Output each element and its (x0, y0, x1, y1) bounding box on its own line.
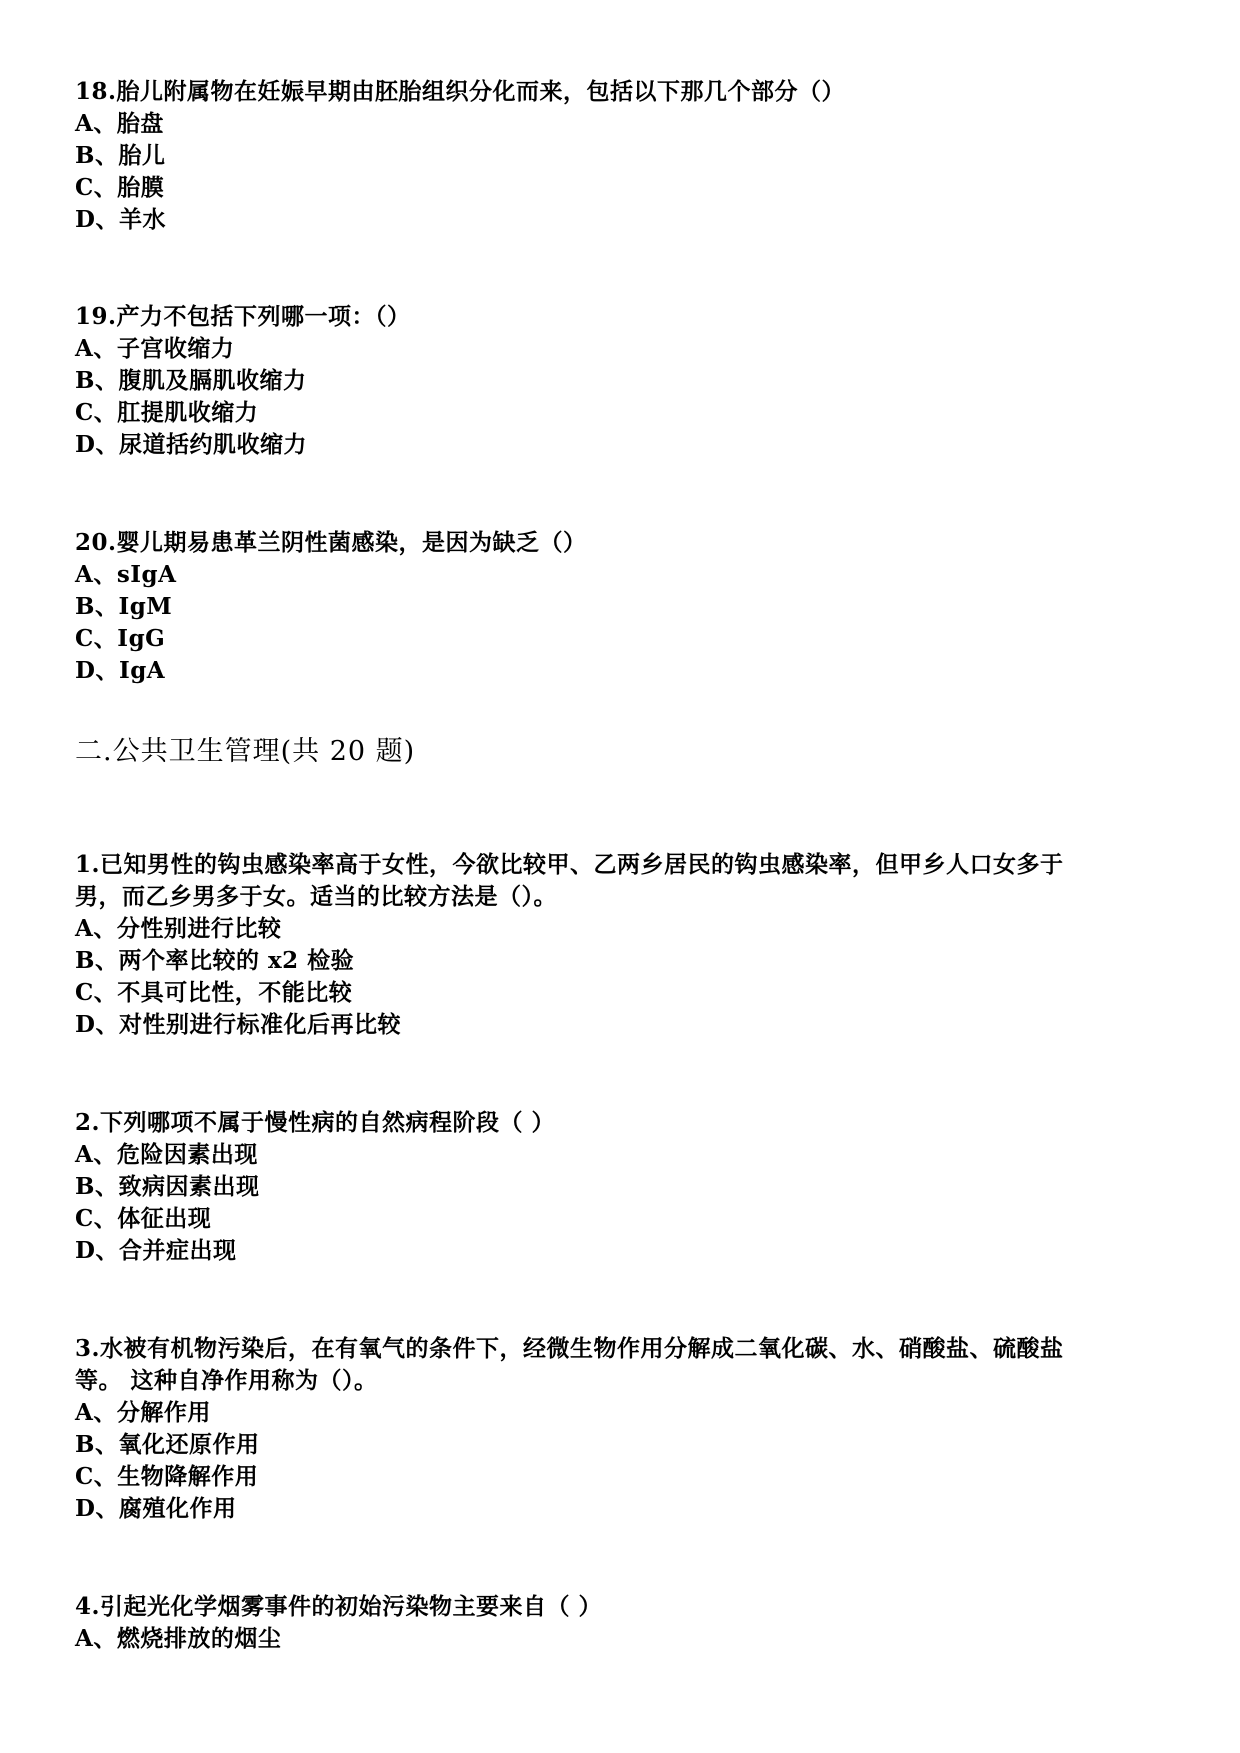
s2-question-1-option-c: C、不具可比性，不能比较 (75, 979, 353, 1006)
s2-question-1-option-b: B、两个率比较的 x2 检验 (75, 947, 355, 974)
section-2-title: 二.公共卫生管理(共 20 题) (75, 736, 416, 767)
question-19-stem: 19.产力不包括下列哪一项：（） (75, 303, 411, 330)
question-19-option-b: B、腹肌及膈肌收缩力 (75, 367, 307, 394)
s2-question-3-option-d: D、腐殖化作用 (75, 1495, 237, 1522)
s2-question-3-stem-line-1: 3.水被有机物污染后，在有氧气的条件下，经微生物作用分解成二氧化碳、水、硝酸盐、硫酸盐 (75, 1335, 1064, 1362)
s2-question-1-option-a: A、分性别进行比较 (75, 915, 282, 942)
s2-question-1-stem-line-1: 1.已知男性的钩虫感染率高于女性，今欲比较甲、乙两乡居民的钩虫感染率，但甲乡人口女多于 (75, 851, 1064, 878)
s2-question-4-stem: 4.引起光化学烟雾事件的初始污染物主要来自（ ） (75, 1593, 603, 1620)
question-19-option-d: D、尿道括约肌收缩力 (75, 431, 307, 458)
s2-question-1-stem-line-2: 男，而乙乡男多于女。适当的比较方法是（）。 (75, 883, 557, 910)
s2-question-2-option-a: A、危险因素出现 (75, 1141, 258, 1168)
s2-question-2-option-b: B、致病因素出现 (75, 1173, 260, 1200)
s2-question-3-option-a: A、分解作用 (75, 1399, 211, 1426)
s2-question-3-option-c: C、生物降解作用 (75, 1463, 259, 1490)
question-20-option-d: D、IgA (75, 657, 166, 684)
s2-question-1-option-d: D、对性别进行标准化后再比较 (75, 1011, 401, 1038)
question-19-option-a: A、子宫收缩力 (75, 335, 235, 362)
question-20-stem: 20.婴儿期易患革兰阴性菌感染，是因为缺乏（） (75, 529, 587, 556)
question-20-option-b: B、IgM (75, 593, 173, 620)
question-20-option-c: C、IgG (75, 625, 166, 652)
question-19-option-c: C、肛提肌收缩力 (75, 399, 259, 426)
s2-question-3-option-b: B、氧化还原作用 (75, 1431, 260, 1458)
question-18-option-b: B、胎儿 (75, 142, 166, 169)
question-18-option-a: A、胎盘 (75, 110, 164, 137)
question-18-stem: 18.胎儿附属物在妊娠早期由胚胎组织分化而来，包括以下那几个部分（） (75, 78, 846, 105)
s2-question-3-stem-line-2: 等。 这种自净作用称为（）。 (75, 1367, 378, 1394)
question-20-option-a: A、sIgA (75, 561, 177, 588)
question-18-option-d: D、羊水 (75, 206, 166, 233)
s2-question-2-option-d: D、合并症出现 (75, 1237, 237, 1264)
s2-question-4-option-a: A、燃烧排放的烟尘 (75, 1625, 282, 1652)
s2-question-2-option-c: C、体征出现 (75, 1205, 212, 1232)
question-18-option-c: C、胎膜 (75, 174, 165, 201)
s2-question-2-stem: 2.下列哪项不属于慢性病的自然病程阶段（ ） (75, 1109, 556, 1136)
